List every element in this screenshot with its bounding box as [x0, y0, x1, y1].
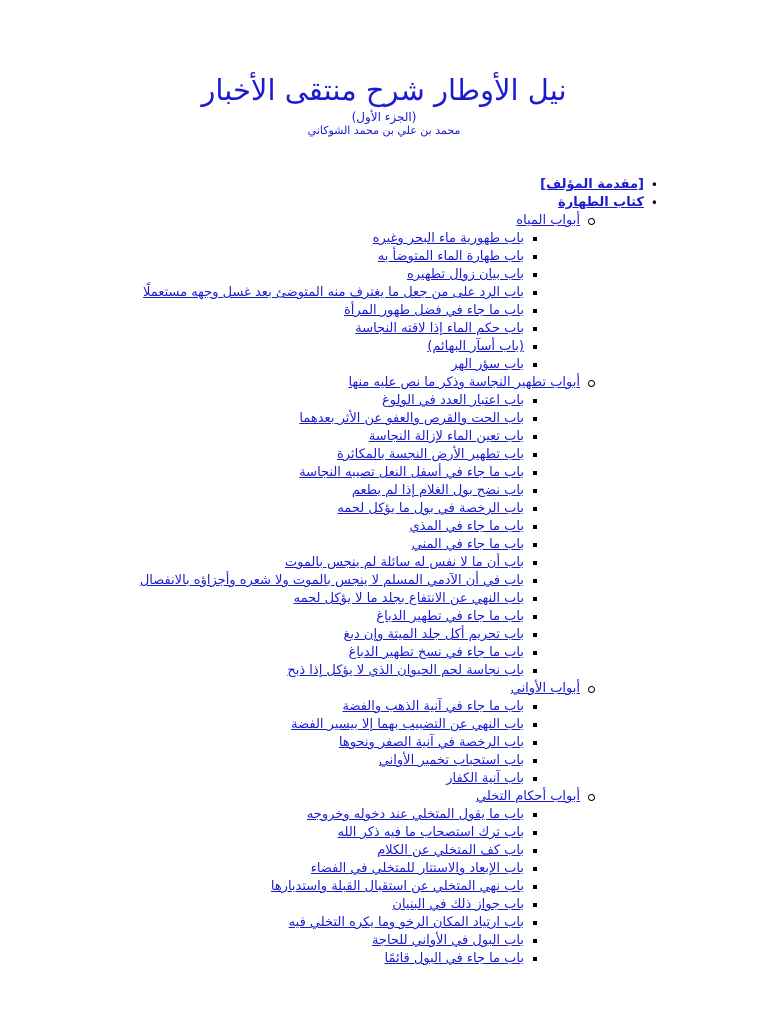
toc-chapter-link[interactable]: باب ما جاء في فضل طهور المرأة — [343, 303, 524, 318]
toc-chapter-item — [98, 698, 538, 716]
toc-chapter-item — [98, 662, 538, 680]
toc-chapter-link[interactable]: باب ما جاء في أسفل النعل تصيبه النجاسة — [299, 465, 524, 480]
toc-chapter-item — [98, 410, 538, 428]
toc-chapter-link[interactable]: باب النهي عن الانتفاع بجلد ما لا يؤكل لحمه — [293, 591, 524, 606]
toc-chapter-link[interactable]: باب حكم الماء إذا لاقته النجاسة — [355, 321, 524, 336]
toc-chapter-link[interactable]: باب استحباب تخمير الأواني — [378, 753, 524, 768]
toc-chapter-item — [98, 464, 538, 482]
toc-chapter-item — [98, 230, 538, 248]
toc-chapter-item — [98, 896, 538, 914]
toc-chapter-link[interactable]: باب نضح بول الغلام إذا لم يطعم — [351, 483, 524, 498]
toc-chapter-link[interactable]: باب الحت والقرص والعفو عن الأثر بعدهما — [299, 411, 524, 426]
toc-chapter-link[interactable]: باب آنية الكفار — [446, 771, 524, 786]
toc-chapter-item — [98, 518, 538, 536]
toc-chapter-link[interactable]: باب ما جاء في تطهير الدباغ — [376, 609, 524, 624]
document-header — [0, 72, 768, 138]
toc-chapter-link[interactable]: باب تحريم أكل جلد الميتة وإن دبغ — [343, 627, 524, 642]
toc-chapter-item — [98, 284, 538, 302]
toc-chapter-link[interactable]: باب طهارة الماء المتوضأ به — [377, 249, 524, 264]
toc-chapter-item — [98, 500, 538, 518]
toc-section-link[interactable]: أبواب المياه — [516, 213, 580, 228]
toc-chapter-link[interactable]: باب الرخصة في بول ما يؤكل لحمه — [337, 501, 524, 516]
toc-chapter-link[interactable]: باب بيان زوال تطهيره — [406, 267, 524, 282]
toc-section-item — [98, 212, 596, 374]
toc-chapter-item — [98, 716, 538, 734]
toc-chapter-link[interactable]: باب ما جاء في نسخ تطهير الدباغ — [348, 645, 524, 660]
toc-intro-item — [98, 176, 658, 194]
toc-section-link[interactable]: أبواب الأواني — [510, 681, 580, 696]
toc-book-item — [98, 194, 658, 968]
toc-chapter-item — [98, 644, 538, 662]
toc-sections-list — [98, 212, 596, 968]
toc-chapter-item — [98, 752, 538, 770]
toc-chapter-link[interactable]: باب البول في الأواني للحاجة — [371, 933, 524, 948]
toc-chapter-item — [98, 482, 538, 500]
toc-chapter-link[interactable]: باب أن ما لا نفس له سائلة لم ينجس بالموت — [284, 555, 524, 570]
toc-chapter-item — [98, 932, 538, 950]
toc-intro-link[interactable]: [مقدمة المؤلف] — [540, 177, 644, 192]
toc-chapter-list — [98, 698, 538, 788]
toc-chapter-item — [98, 734, 538, 752]
toc-chapter-link[interactable]: باب نهي المتخلي عن استقبال القبلة واستدبارها — [270, 879, 524, 894]
toc-book-link[interactable]: كتاب الطهارة — [558, 195, 644, 210]
toc-chapter-link[interactable]: باب ما جاء في البول قائمًا — [384, 951, 524, 966]
toc-chapter-link[interactable]: باب الرخصة في آنية الصفر ونحوها — [338, 735, 524, 750]
toc-chapter-link[interactable]: باب النهي عن التضبيب بهما إلا بيسير الفضة — [291, 717, 524, 732]
toc-chapter-link[interactable]: باب ما يقول المتخلي عند دخوله وخروجه — [306, 807, 524, 822]
table-of-contents — [98, 176, 658, 968]
toc-section-item — [98, 374, 596, 680]
toc-chapter-item — [98, 248, 538, 266]
toc-chapter-item — [98, 356, 538, 374]
toc-chapter-link[interactable]: باب الرد على من جعل ما يغترف منه المتوضئ بعد غسل وجهه مستعملًا — [143, 285, 524, 300]
toc-section-item — [98, 680, 596, 788]
toc-chapter-link[interactable]: باب تعين الماء لإزالة النجاسة — [368, 429, 524, 444]
toc-chapter-list — [98, 392, 538, 680]
toc-chapter-list — [98, 806, 538, 968]
book-title: نيل الأوطار شرح منتقى الأخبار — [201, 73, 567, 107]
toc-chapter-item — [98, 842, 538, 860]
toc-section-link[interactable]: أبواب تطهير النجاسة وذكر ما نص عليه منها — [348, 375, 580, 390]
toc-chapter-item — [98, 626, 538, 644]
toc-chapter-item — [98, 428, 538, 446]
toc-chapter-link[interactable]: باب جواز ذلك في البنيان — [392, 897, 524, 912]
toc-chapter-item — [98, 950, 538, 968]
toc-chapter-link[interactable]: باب ما جاء في آنية الذهب والفضة — [342, 699, 524, 714]
toc-chapter-item — [98, 554, 538, 572]
toc-chapter-item — [98, 590, 538, 608]
toc-chapter-link[interactable]: باب ترك استصحاب ما فيه ذكر الله — [337, 825, 524, 840]
toc-chapter-item — [98, 392, 538, 410]
toc-chapter-link[interactable]: باب الإبعاد والاستتار للمتخلي في الفضاء — [310, 861, 524, 876]
toc-chapter-link[interactable]: باب اعتبار العدد في الولوغ — [381, 393, 524, 408]
toc-chapter-link[interactable]: باب في أن الآدمي المسلم لا ينجس بالموت ولا شعره وأجزاؤه بالانفصال — [139, 573, 524, 588]
toc-chapter-link[interactable]: باب ما جاء في المني — [411, 537, 524, 552]
toc-chapter-item — [98, 446, 538, 464]
toc-chapter-item — [98, 878, 538, 896]
toc-chapter-item — [98, 914, 538, 932]
toc-chapter-item — [98, 266, 538, 284]
toc-chapter-link[interactable]: باب نجاسة لحم الحيوان الذي لا يؤكل إذا ذبح — [287, 663, 524, 678]
toc-chapter-item — [98, 608, 538, 626]
author-name: محمد بن علي بن محمد الشوكاني — [307, 124, 461, 137]
toc-chapter-item — [98, 338, 538, 356]
toc-chapter-link[interactable]: باب ما جاء في المذي — [409, 519, 524, 534]
toc-chapter-item — [98, 806, 538, 824]
toc-chapter-item — [98, 572, 538, 590]
toc-chapter-item — [98, 302, 538, 320]
toc-chapter-item — [98, 824, 538, 842]
toc-section-link[interactable]: أبواب أحكام التخلي — [476, 789, 580, 804]
toc-chapter-link[interactable]: باب طهورية ماء البحر وغيره — [372, 231, 524, 246]
toc-chapter-link[interactable]: باب ارتياد المكان الرخو وما يكره التخلي فيه — [288, 915, 524, 930]
toc-chapter-link[interactable]: باب تطهير الأرض النجسة بالمكاثرة — [337, 447, 524, 462]
toc-chapter-link[interactable]: باب كف المتخلي عن الكلام — [377, 843, 524, 858]
toc-chapter-link[interactable]: (باب أسآر البهائم) — [427, 339, 524, 354]
toc-chapter-item — [98, 770, 538, 788]
toc-top-list — [98, 176, 658, 968]
toc-section-item — [98, 788, 596, 968]
toc-chapter-item — [98, 320, 538, 338]
toc-chapter-list — [98, 230, 538, 374]
volume-label: (الجزء الأول) — [351, 110, 417, 124]
toc-chapter-item — [98, 536, 538, 554]
toc-chapter-item — [98, 860, 538, 878]
toc-chapter-link[interactable]: باب سؤر الهر — [451, 357, 524, 372]
